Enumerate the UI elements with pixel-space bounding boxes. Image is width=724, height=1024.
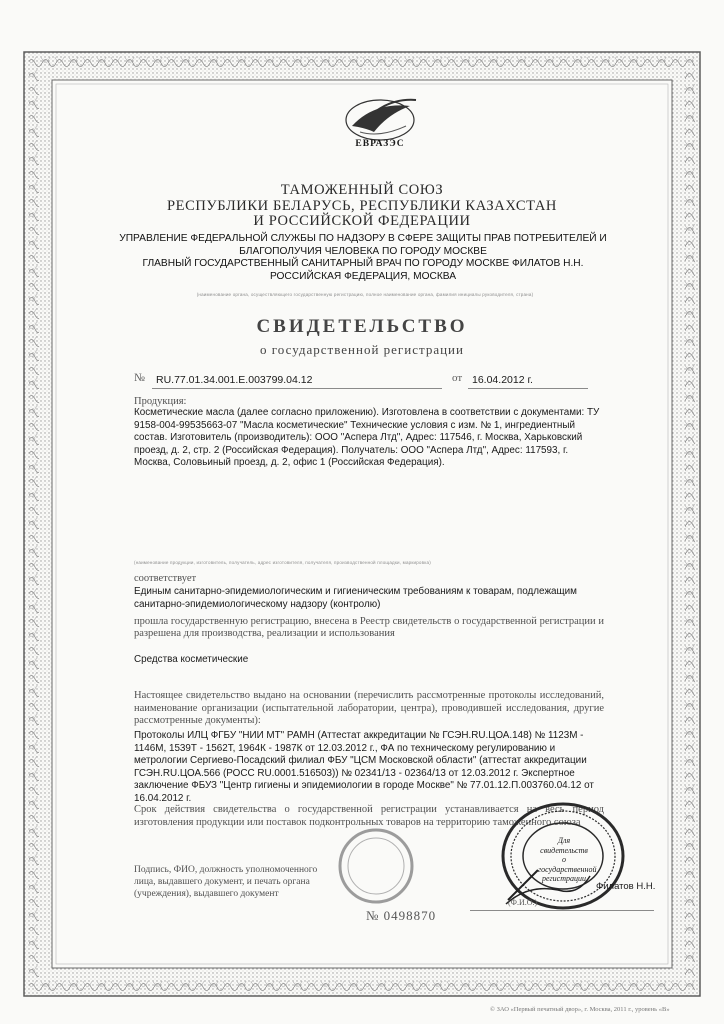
certificate-title: СВИДЕТЕЛЬСТВО	[256, 316, 468, 337]
printer-footer: © ЗАО «Первый печатный двор», г. Москва, 2011 г., уровень «В»	[490, 1006, 670, 1013]
basis-text: Настоящее свидетельство выдано на основании (перечислить рассмотренные протоколы исследований, наименование организации (испытательной лаборатории, центра), проводившей исследования, другие рассмотренные документы):	[134, 690, 604, 726]
form-number: № 0498870	[366, 908, 437, 923]
date-underline	[468, 388, 588, 389]
number-underline	[152, 388, 442, 389]
faint-round-stamp-icon	[336, 826, 416, 906]
agency-header	[118, 233, 608, 283]
stamp-text: Для свидетельств о государственной регистрации	[538, 836, 597, 883]
signer-name: Филатов Н.Н.	[596, 881, 656, 892]
initials-caption: (Ф.И.О.)	[508, 898, 538, 907]
signature-caption: Подпись, ФИО, должность уполномоченного лица, выдавшего документ, и печать органа (учреждения), выдавшего документ	[134, 865, 318, 899]
validity-text: Срок действия свидетельства о государственной регистрации устанавливается на весь период изготовления продукции или поставок подконтрольных товаров на территорию таможенного союза	[134, 804, 604, 828]
signer-underline	[470, 910, 654, 911]
agency-line-3: ГЛАВНЫЙ ГОСУДАРСТВЕННЫЙ САНИТАРНЫЙ ВРАЧ ПО ГОРОДУ МОСКВЕ ФИЛАТОВ Н.Н.	[142, 258, 584, 269]
certificate-date: 16.04.2012 г.	[472, 374, 533, 386]
certificate-number: RU.77.01.34.001.E.003799.04.12	[156, 374, 313, 386]
emblem-label: ЕВРАЗЭС	[355, 139, 405, 149]
certificate-subtitle: о государственной регистрации	[260, 342, 464, 357]
basis-protocols: Протоколы ИЛЦ ФГБУ "НИИ МТ" РАМН (Аттестат аккредитации № ГСЭН.RU.ЦОА.148) № 1123М - 1146М, 1539Т - 1562Т, 1964К - 1987К от 12.03.2012 г., ФА по техническому регулированию и метрологии Сергиево-Посадский филиал ФБУ "ЦСМ Московской области" (аттестат аккредитации ГСЭН.RU.ЦОА.566 (РОСС RU.0001.516503)) № 02341/13 - 02364/13 от 12.03.2012 г. Экспертное заключение ФБУЗ "Центр гигиены и эпидемиологии в городе Москве" № 77.01.12.П.003760.04.12 от 16.04.2012 г.	[134, 730, 594, 804]
date-prefix: от	[452, 372, 463, 384]
conformity-text: Единым санитарно-эпидемиологическим и гигиеническим требованиям к товарам, подлежащим санитарно-эпидемиологическому надзору (контролю)	[134, 586, 577, 610]
registry-text: прошла государственную регистрацию, внесена в Реестр свидетельств о государственной регистрации и разрешена для производства, реализации и использования	[134, 616, 604, 639]
agency-line-2: БЛАГОПОЛУЧИЯ ЧЕЛОВЕКА ПО ГОРОДУ МОСКВЕ	[239, 245, 487, 257]
number-prefix: №	[134, 372, 145, 384]
product-label: Продукция:	[134, 396, 187, 407]
product-text: Косметические масла (далее согласно приложению). Изготовлена в соответствии с документами: ТУ 9158-004-99535663-07 "Масла косметические" Технические условия с изм. № 1, ингредиентный состав. Изготовитель (производитель): ООО "Аспера Лтд", Адрес: 117546, г. Москва, Харьковский проезд, д. 2, стр. 2 (Российская Федерация). Получатель: ООО "Аспера Лтд", Адрес: 117593, г. Москва, Соловьиный проезд, д. 2, офис 1 (Российская Федерация).	[134, 407, 600, 468]
union-header	[120, 183, 604, 230]
agency-line-4: РОССИЙСКАЯ ФЕДЕРАЦИЯ, МОСКВА	[269, 270, 457, 282]
agency-line-1: УПРАВЛЕНИЕ ФЕДЕРАЛЬНОЙ СЛУЖБЫ ПО НАДЗОРУ В СФЕРЕ ЗАЩИТЫ ПРАВ ПОТРЕБИТЕЛЕЙ И	[119, 233, 607, 244]
union-line-3: И РОССИЙСКОЙ ФЕДЕРАЦИИ	[253, 213, 471, 229]
product-caption: (наименование продукции, изготовитель, получатель, адрес изготовителя, получателя, производственной площадки, маркировка)	[134, 560, 431, 565]
union-line-1: ТАМОЖЕННЫЙ СОЮЗ	[280, 182, 444, 198]
registry-usage: Средства косметические	[134, 654, 249, 665]
authority-caption: (наименование органа, осуществляющего государственную регистрацию, полное наименование органа, фамилия инициалы руководителя, страна)	[196, 292, 534, 297]
conformity-label: соответствует	[134, 573, 197, 584]
union-line-2: РЕСПУБЛИКИ БЕЛАРУСЬ, РЕСПУБЛИКИ КАЗАХСТАН	[166, 197, 558, 214]
